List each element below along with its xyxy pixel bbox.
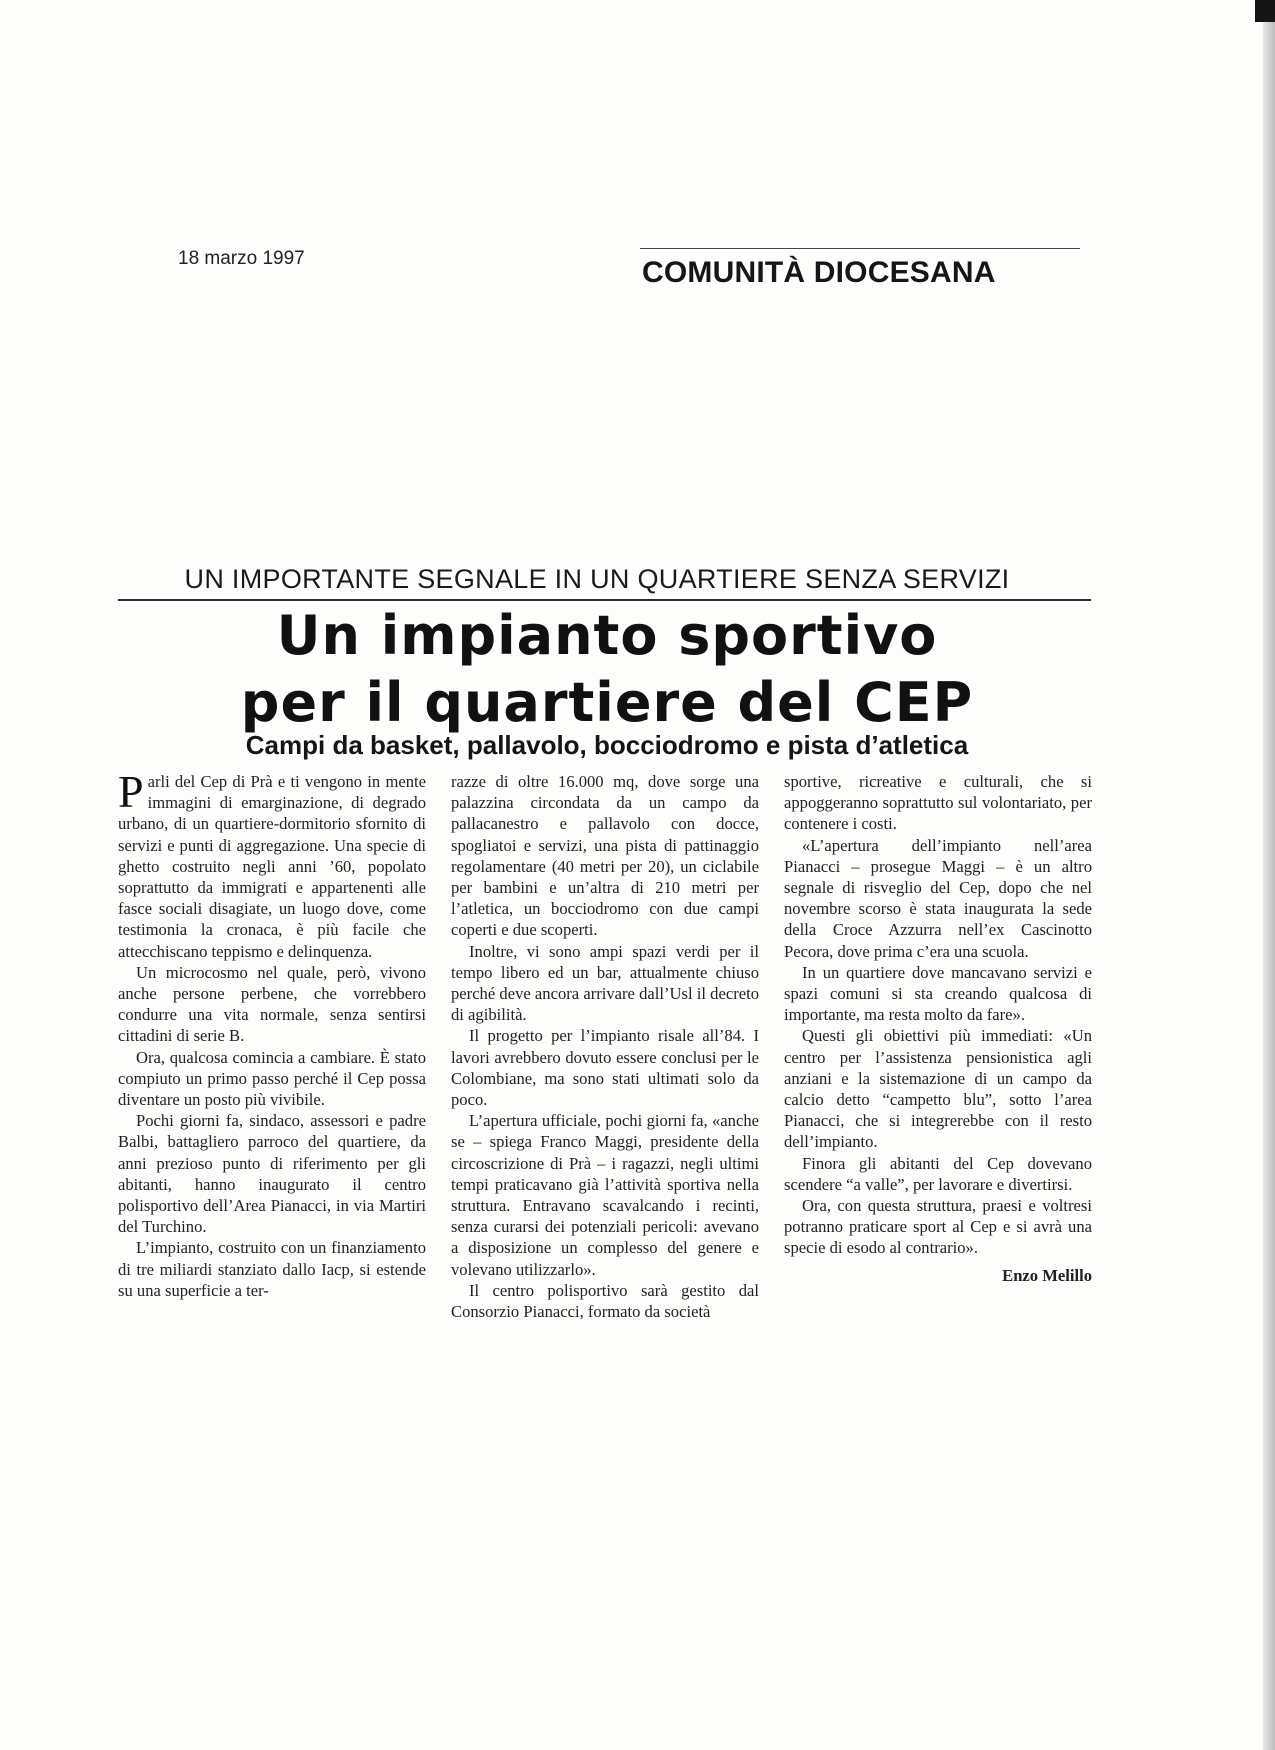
article-column-2 bbox=[451, 771, 759, 1322]
paragraph: Parli del Cep di Prà e ti vengono in mente immagini di emarginazione, di degrado urbano, di un quartiere-dormitorio sfornito di servizi e punti di aggregazione. Una specie di ghetto costruito negli anni ’60, popolato soprattutto da immigrati e appartenenti alle fasce sociali disagiate, un luogo dove, come testimonia la cronaca, è più facile che attecchiscano teppismo e delinquenza. bbox=[118, 766, 426, 961]
paragraph: Il progetto per l’impianto risale all’84. I lavori avrebbero dovuto essere conclusi per le Colombiane, ma sono stati ultimati solo da poco. bbox=[451, 1026, 759, 1110]
scan-corner-mark bbox=[1255, 0, 1275, 22]
drop-cap: P bbox=[118, 766, 144, 817]
paragraph: Ora, con questa struttura, praesi e voltresi potranno praticare sport al Cep e si avrà una specie di esodo al contrario». bbox=[784, 1196, 1092, 1258]
section-rule bbox=[640, 248, 1080, 249]
paragraph: Finora gli abitanti del Cep dovevano scendere “a valle”, per lavorare e divertirsi. bbox=[784, 1153, 1092, 1194]
kicker-rule bbox=[118, 599, 1091, 601]
paragraph: razze di oltre 16.000 mq, dove sorge una palazzina circondata da un campo da pallacanestro e pallavolo con docce, spogliatoi e servizi, una pista di pattinaggio regolamentare (40 metri per 20), un ciclabile per bambini e un’altra di 210 metri per l’atletica, un bocciodromo con due campi coperti e due scoperti. bbox=[451, 772, 759, 940]
article-headline bbox=[137, 602, 1077, 736]
paragraph: Pochi giorni fa, sindaco, assessori e padre Balbi, battagliero parroco del quartiere, da anni prezioso punto di riferimento per gli abitanti, hanno inaugurato il centro polisportivo dell’Area Pianacci, in via Martiri del Turchino. bbox=[118, 1111, 426, 1237]
headline-line-1: Un impianto sportivo bbox=[276, 604, 938, 667]
paragraph: L’apertura ufficiale, pochi giorni fa, «anche se – spiega Franco Maggi, presidente della circoscrizione di Prà – i ragazzi, negli ultimi tempi praticavano già l’attività sportiva nella struttura. Entravano scavalcando i recinti, senza curarsi dei potenziali pericoli: avevano a disposizione un complesso del genere e volevano utilizzarlo». bbox=[451, 1111, 759, 1279]
paragraph: L’impianto, costruito con un finanziamento di tre miliardi stanziato dallo Iacp, si estende su una superficie a ter- bbox=[118, 1238, 426, 1300]
paragraph: Un microcosmo nel quale, però, vivono anche persone perbene, che vorrebbero condurre una vita normale, senza sentirsi cittadini di serie B. bbox=[118, 962, 426, 1046]
article-subheadline: Campi da basket, pallavolo, bocciodromo e pista d’atletica bbox=[245, 730, 969, 760]
article-column-1 bbox=[118, 766, 426, 1301]
article-column-3 bbox=[784, 771, 1092, 1286]
section-title: COMUNITÀ DIOCESANA bbox=[642, 256, 996, 289]
paragraph: «L’apertura dell’impianto nell’area Pianacci – prosegue Maggi – è un altro segnale di risveglio del Cep, dopo che nel novembre scorso è stata inaugurata la sede della Croce Azzurra nell’ex Cascinotto Pecora, dove prima c’era una scuola. bbox=[784, 835, 1092, 961]
paragraph: In un quartiere dove mancavano servizi e spazi comuni si sta creando qualcosa di importante, ma resta molto da fare». bbox=[784, 962, 1092, 1025]
paragraph: Questi gli obiettivi più immediati: «Un centro per l’assistenza pensionistica agli anziani e la sistemazione di un campo da calcio detto “campetto blu”, sotto l’area Pianacci, che si integrerebbe con il resto dell’impianto. bbox=[784, 1026, 1092, 1152]
publication-date: 18 marzo 1997 bbox=[178, 248, 305, 269]
paragraph: Il centro polisportivo sarà gestito dal Consorzio Pianacci, formato da società bbox=[451, 1280, 759, 1322]
page-edge-shadow bbox=[1263, 0, 1275, 1750]
byline: Enzo Melillo bbox=[1002, 1265, 1092, 1285]
article-kicker: UN IMPORTANTE SEGNALE IN UN QUARTIERE SENZA SERVIZI bbox=[184, 564, 1010, 594]
paragraph: sportive, ricreative e culturali, che si appoggeranno soprattutto sul volontariato, per contenere i costi. bbox=[784, 772, 1092, 834]
paragraph: Ora, qualcosa comincia a cambiare. È stato compiuto un primo passo perché il Cep possa diventare un posto più vivibile. bbox=[118, 1047, 426, 1110]
paragraph: Inoltre, vi sono ampi spazi verdi per il tempo libero ed un bar, attualmente chiuso perché deve ancora arrivare dall’Usl il decreto di agibilità. bbox=[451, 941, 759, 1025]
headline-line-2: per il quartiere del CEP bbox=[240, 671, 974, 734]
